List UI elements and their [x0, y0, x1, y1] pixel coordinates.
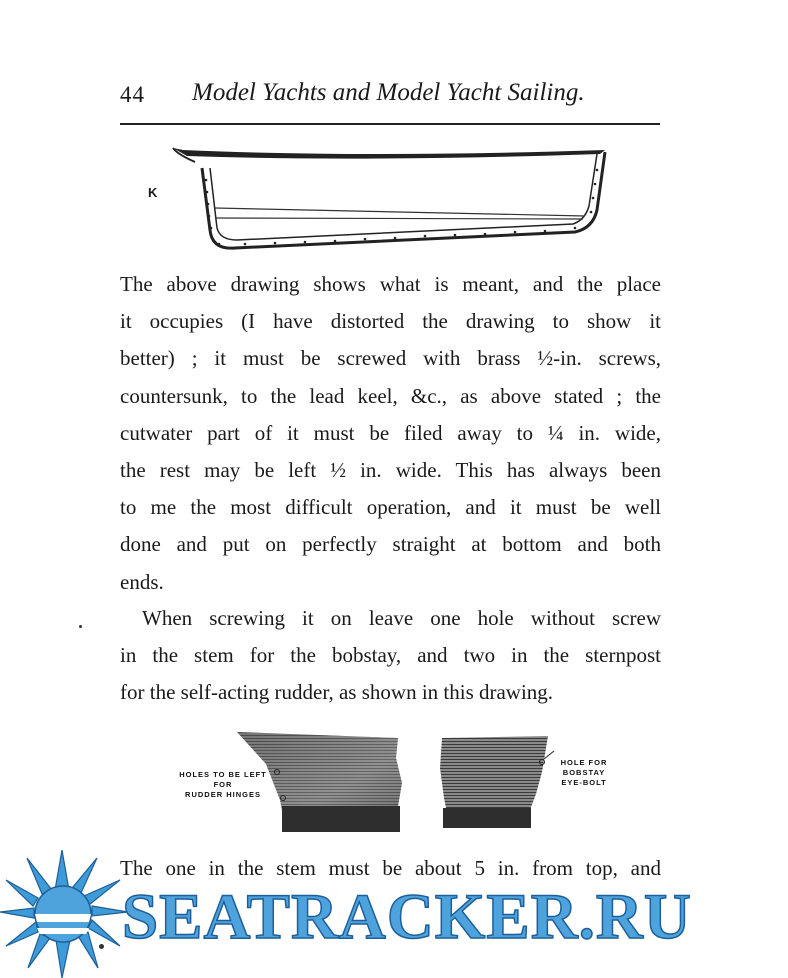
text-line: The above drawing shows what is meant, and the place: [120, 272, 661, 296]
text-line: in the stem for the bobstay, and two in the sternpost: [120, 643, 661, 668]
running-title: Model Yachts and Model Yacht Sailing.: [192, 79, 585, 106]
text-line: to me the most difficult operation, and it must be well: [120, 495, 661, 520]
text-line: The one in the stem must be about 5 in. from top, and: [120, 856, 661, 880]
keel-strip-drawing: [165, 140, 615, 255]
label-line: HOLES TO BE LEFT: [179, 770, 267, 779]
text-line: for the self-acting rudder, as shown in this drawing.: [120, 680, 554, 705]
page-number: 44: [120, 82, 145, 107]
stray-mark: [79, 625, 82, 628]
text-line: countersunk, to the lead keel, &c., as above stated ; the: [120, 383, 661, 408]
text-line: done and put on perfectly straight at bottom and both: [120, 532, 661, 557]
label-line: HOLE FOR: [560, 758, 608, 767]
rudder-hinges-label: [178, 770, 268, 800]
figure-k-label: K: [148, 185, 158, 200]
label-line: BOBSTAY: [562, 768, 606, 777]
rudder-bobstay-figure: [170, 728, 610, 838]
text-line: When screwing it on leave one hole without screw: [142, 606, 661, 630]
text-line: the rest may be left ½ in. wide. This has always been: [120, 457, 661, 482]
label-line: EYE-BOLT: [561, 778, 607, 787]
text-line: ends.: [120, 569, 164, 594]
bobstay-label: [554, 758, 614, 788]
label-line: FOR: [213, 780, 233, 789]
label-line: RUDDER HINGES: [185, 790, 261, 799]
sun-logo-icon: [0, 850, 130, 978]
stray-mark: [99, 944, 104, 949]
watermark-text: SEATRACKER.RU: [122, 881, 692, 953]
text-line: it occupies (I have distorted the drawing to show it: [120, 309, 661, 334]
text-line: cutwater part of it must be filed away to ¼ in. wide,: [120, 420, 661, 445]
text-line: better) ; it must be screwed with brass ½-in. screws,: [120, 346, 661, 371]
header-rule: [120, 123, 660, 125]
paragraph-2: [120, 600, 661, 712]
paragraph-1: [120, 266, 661, 601]
